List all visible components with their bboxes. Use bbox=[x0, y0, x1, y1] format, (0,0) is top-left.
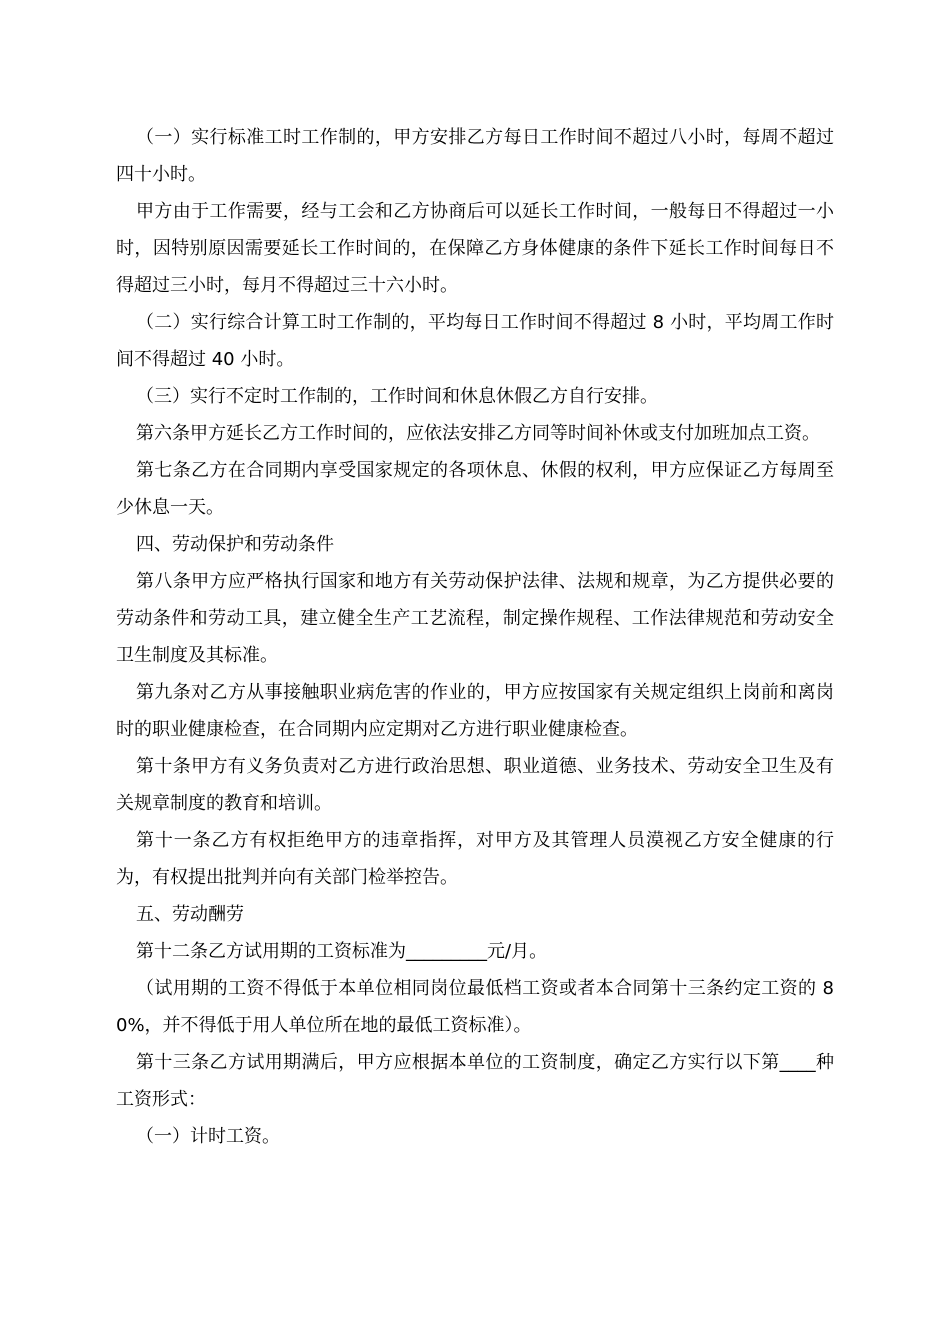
paragraph-hourly-wage: （一）计时工资。 bbox=[136, 1126, 280, 1147]
paragraph-flexible-hours: （三）实行不定时工作制的，工作时间和休息休假乙方自行安排。 bbox=[136, 386, 658, 407]
paragraph-article-12: 第十二条乙方试用期的工资标准为_________元/月。 bbox=[136, 941, 548, 962]
paragraph-article-8: 第八条甲方应严格执行国家和地方有关劳动保护法律、法规和规章，为乙方提供必要的劳动条件和劳动工具，建立健全生产工艺流程，制定操作规程、工作法律规范和劳动安全卫生制度及其标准。 bbox=[116, 571, 834, 666]
paragraph-overtime-limits: 甲方由于工作需要，经与工会和乙方协商后可以延长工作时间，一般每日不得超过一小时，因特别原因需要延长工作时间的，在保障乙方身体健康的条件下延长工作时间每日不得超过三小时，每月不得超过三十六小时。 bbox=[116, 201, 834, 296]
paragraph-standard-hours: （一）实行标准工时工作制的，甲方安排乙方每日工作时间不超过八小时，每周不超过四十小时。 bbox=[116, 127, 834, 185]
paragraph-comprehensive-hours: （二）实行综合计算工时工作制的，平均每日工作时间不得超过 8 小时，平均周工作时间不得超过 40 小时。 bbox=[116, 312, 834, 370]
section-heading-remuneration: 五、劳动酬劳 bbox=[136, 904, 244, 925]
paragraph-article-9: 第九条对乙方从事接触职业病危害的作业的，甲方应按国家有关规定组织上岗前和离岗时的职业健康检查，在合同期内应定期对乙方进行职业健康检查。 bbox=[116, 682, 834, 740]
paragraph-article-7: 第七条乙方在合同期内享受国家规定的各项休息、休假的权利，甲方应保证乙方每周至少休息一天。 bbox=[116, 460, 834, 518]
paragraph-article-13: 第十三条乙方试用期满后，甲方应根据本单位的工资制度，确定乙方实行以下第____种工资形式： bbox=[116, 1052, 834, 1110]
paragraph-article-10: 第十条甲方有义务负责对乙方进行政治思想、职业道德、业务技术、劳动安全卫生及有关规章制度的教育和培训。 bbox=[116, 756, 834, 814]
paragraph-article-11: 第十一条乙方有权拒绝甲方的违章指挥，对甲方及其管理人员漠视乙方安全健康的行为，有权提出批判并向有关部门检举控告。 bbox=[116, 830, 834, 888]
paragraph-article-6: 第六条甲方延长乙方工作时间的，应依法安排乙方同等时间补休或支付加班加点工资。 bbox=[136, 423, 820, 444]
paragraph-probation-wage-note: （试用期的工资不得低于本单位相同岗位最低档工资或者本合同第十三条约定工资的 80%，并不得低于用人单位所在地的最低工资标准）。 bbox=[116, 978, 834, 1036]
section-heading-labor-protection: 四、劳动保护和劳动条件 bbox=[136, 534, 334, 555]
document-body bbox=[116, 119, 834, 1155]
